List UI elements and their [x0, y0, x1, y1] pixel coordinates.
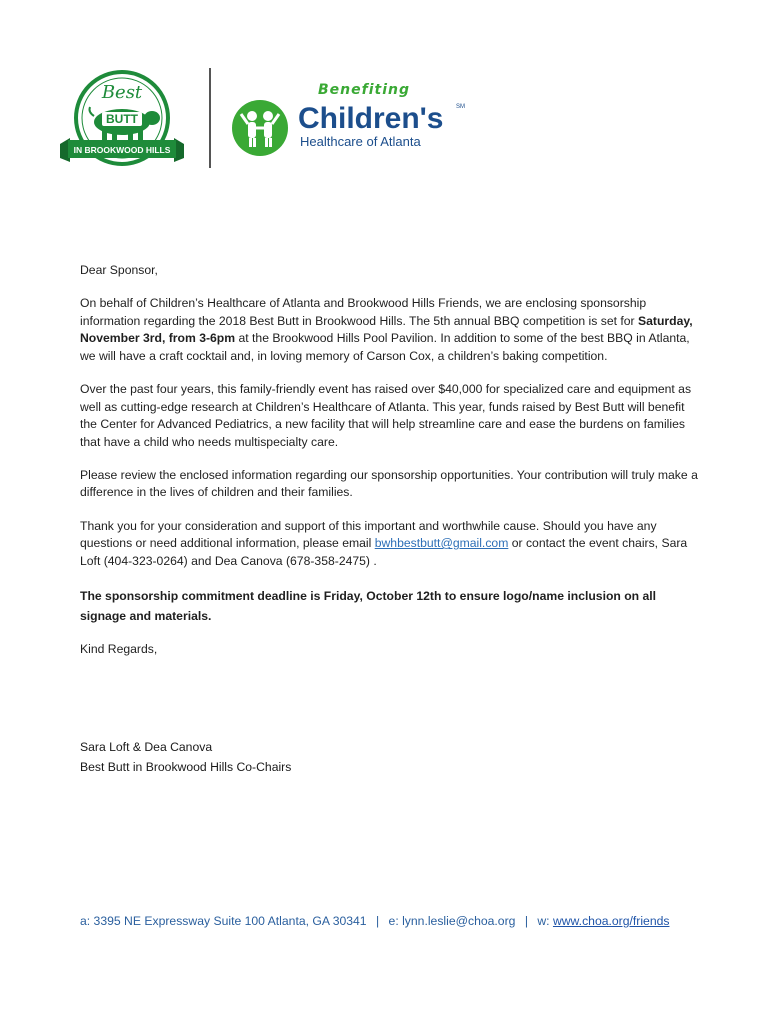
salutation: Dear Sponsor,	[80, 263, 158, 277]
footer-separator: |	[524, 914, 528, 928]
choa-logo	[230, 78, 490, 163]
footer-web-link[interactable]: www.choa.org/friends	[552, 914, 670, 928]
event-date: Saturday, November 3rd, from 3-6pm	[80, 313, 693, 346]
benefiting-text: Benefiting	[318, 82, 410, 98]
paragraph-thanks: Thank you for your consideration and support of this important and worthwhile cause. Should you have any questions or need additional information, please email bwhbestbutt@gmail.com or contact the event chairs, Sara Loft (404-323-0264) and Dea Canova (678-358-2475) .	[80, 518, 688, 568]
service-mark: SM	[456, 104, 465, 110]
paragraph-history: Over the past four years, this family-friendly event has raised over $40,000 for specialized care and equipment as well as cutting-edge research at Children’s Healthcare of Atlanta. This year, funds raised by Best Butt will benefit the Center for Advanced Pediatrics, a new facility that will help streamline care and ease the burdens on families that have a child who needs multispecialty care.	[80, 381, 692, 449]
closing: Kind Regards,	[80, 642, 158, 657]
contact-email-link[interactable]: bwhbestbutt@gmail.com	[374, 536, 509, 551]
best-butt-logo	[60, 70, 200, 170]
paragraph-review: Please review the enclosed information regarding our sponsorship opportunities. Your contribution will truly make a difference in the lives of children and their families.	[80, 467, 698, 500]
healthcare-subtitle: Healthcare of Atlanta	[300, 134, 421, 149]
deadline-notice: The sponsorship commitment deadline is Friday, October 12th to ensure logo/name inclusion on all signage and materials.	[80, 588, 657, 623]
footer-email: e: lynn.leslie@choa.org	[388, 914, 516, 928]
best-script-text: Best	[101, 82, 143, 103]
footer-web-label: w:	[537, 914, 550, 928]
letter-body	[80, 262, 700, 674]
signature-block	[80, 737, 291, 777]
signer-names: Sara Loft & Dea Canova	[80, 740, 213, 754]
paragraph-intro: On behalf of Children’s Healthcare of Atlanta and Brookwood Hills Friends, we are enclosing sponsorship information regarding the 2018 Best Butt in Brookwood Hills. The 5th annual BBQ competition is set for Saturday, November 3rd, from 3-6pm at the Brookwood Hills Pool Pavilion. In addition to some of the best BBQ in Atlanta, we will have a craft cocktail and, in loving memory of Carson Cox, a children’s baking competition.	[80, 296, 693, 363]
childrens-wordmark: Children's	[298, 102, 444, 135]
butt-badge-text: BUTT	[106, 112, 138, 126]
logo-divider	[209, 68, 211, 168]
ribbon-text: IN BROOKWOOD HILLS	[73, 145, 171, 155]
footer-address: a: 3395 NE Expressway Suite 100 Atlanta, GA 30341	[80, 914, 367, 928]
footer-contact	[80, 914, 720, 928]
footer-separator: |	[375, 914, 380, 928]
signer-title: Best Butt in Brookwood Hills Co-Chairs	[80, 760, 292, 774]
